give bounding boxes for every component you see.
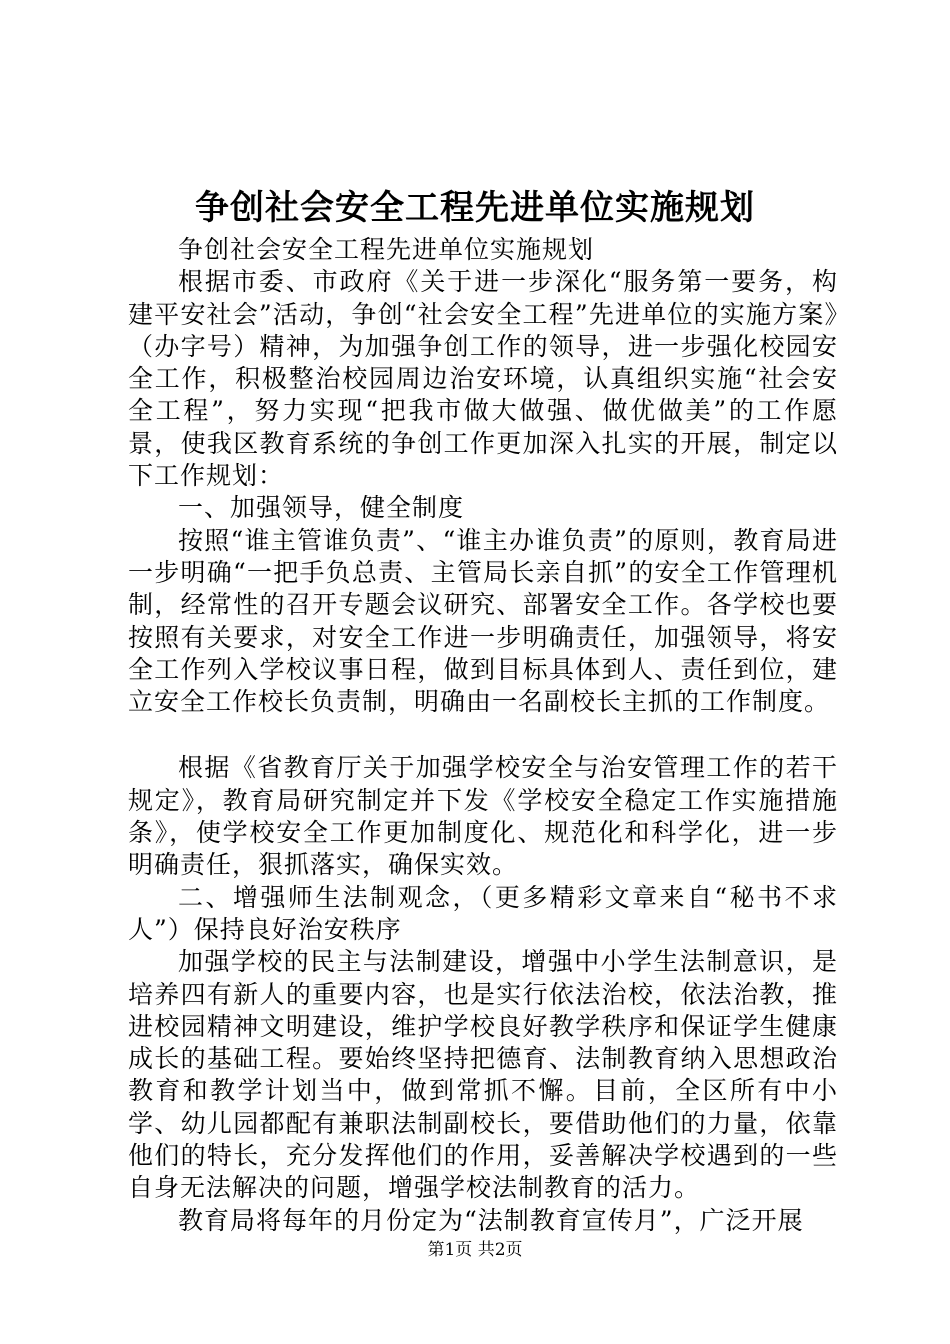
paragraph-gap [128,718,838,752]
paragraph-subtitle: 争创社会安全工程先进单位实施规划 [178,235,595,264]
section-heading-1: 一、加强领导，健全制度 [178,493,465,523]
paragraph-section-1-regulation: 根据《省教育厅关于加强学校安全与治安管理工作的若干规定》，教育局研究制定并下发《学校安全稳定工作实施措施条》，使学校安全工作更加制度化、规范化和科学化，进一步明确责任，狠抓落实，确保实效。 [128,753,838,880]
document-body [128,234,838,1237]
paragraph-section-2-continued: 教育局将每年的月份定为“法制教育宣传月”，广泛开展 [178,1205,804,1235]
paragraph-section-1-body: 按照“谁主管谁负责”、“谁主办谁负责”的原则，教育局进一步明确“一把手负总责、主管局长亲自抓”的安全工作管理机制，经常性的召开专题会议研究、部署安全工作。各学校也要按照有关要求，对安全工作进一步明确责任，加强领导，将安全工作列入学校议事日程，做到目标具体到人、责任到位，建立安全工作校长负责制，明确由一名副校长主抓的工作制度。 [128,525,838,717]
section-heading-2: 二、增强师生法制观念，（更多精彩文章来自“秘书不求人”）保持良好治安秩序 [128,882,838,944]
paragraph-intro: 根据市委、市政府《关于进一步深化“服务第一要务，构建平安社会”活动，争创“社会安全工程”先进单位的实施方案》（办字号）精神，为加强争创工作的领导，进一步强化校园安全工作，积极整治校园周边治安环境，认真组织实施“社会安全工程”，努力实现“把我市做大做强、做优做美”的工作愿景，使我区教育系统的争创工作更加深入扎实的开展，制定以下工作规划： [128,267,838,491]
document-title: 争创社会安全工程先进单位实施规划 [195,188,755,228]
page-number-footer: 第1页 共2页 [427,1240,523,1260]
paragraph-section-2-body: 加强学校的民主与法制建设，增强中小学生法制意识，是培养四有新人的重要内容，也是实行依法治校，依法治教，推进校园精神文明建设，维护学校良好教学秩序和保证学生健康成长的基础工程。要始终坚持把德育、法制教育纳入思想政治教育和教学计划当中，做到常抓不懈。目前，全区所有中小学、幼儿园都配有兼职法制副校长，要借助他们的力量，依靠他们的特长，充分发挥他们的作用，妥善解决学校遇到的一些自身无法解决的问题，增强学校法制教育的活力。 [128,947,838,1203]
